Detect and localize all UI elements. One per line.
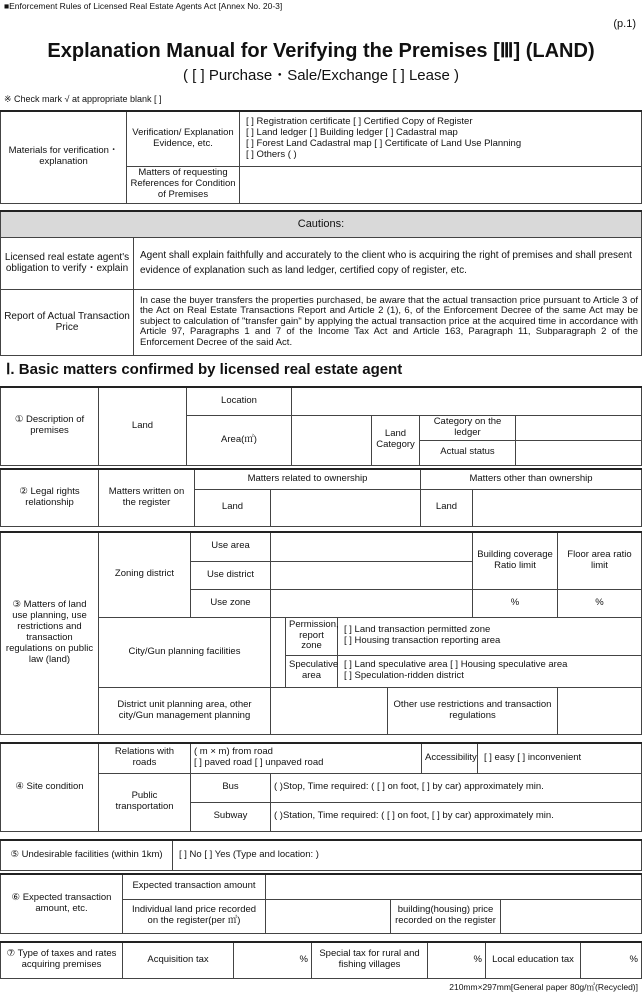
permission-options [338, 617, 642, 655]
coverage-label: Building coverage Ratio limit [473, 532, 558, 589]
floor-area-label: Floor area ratio limit [558, 532, 642, 589]
facilities-options: [ ] No [ ] Yes (Type and location: ) [173, 840, 642, 870]
roads-value [191, 743, 422, 773]
roads-line-1: ( m × m) from road [194, 746, 273, 758]
page-number: (p.1) [613, 18, 636, 30]
cautions-table [0, 210, 642, 356]
local-education-tax-percent: % [581, 942, 642, 978]
land-category-label: Land Category [372, 415, 420, 465]
building-price-label: building(housing) price recorded on the register [391, 899, 501, 933]
other-use-value [558, 687, 642, 734]
actual-status-label: Actual status [420, 440, 516, 465]
use-district-label: Use district [191, 561, 271, 589]
use-area-value [271, 532, 473, 561]
request-value [240, 166, 642, 203]
city-gun-value [271, 617, 286, 687]
subway-label: Subway [191, 802, 271, 831]
bus-value: ( )Stop, Time required: ( [ ] on foot, [ ] by car) approximately min. [271, 773, 642, 802]
premises-label: ① Description of premises [1, 387, 99, 465]
district-unit-label: District unit planning area, other city/Gun management planning [99, 687, 271, 734]
floor-area-percent: % [558, 589, 642, 617]
ledger-category-value [516, 415, 642, 440]
ownership-label: Matters related to ownership [195, 469, 421, 489]
ownership-land-value [271, 489, 421, 526]
rights-table [0, 468, 642, 527]
other-land-label: Land [421, 489, 473, 526]
permission-line-2: [ ] Housing transaction reporting area [344, 635, 501, 646]
ledger-category-label: Category on the ledger [420, 415, 516, 440]
bus-label: Bus [191, 773, 271, 802]
evidence-line-3: [ ] Forest Land Cadastral map [ ] Certificate of Land Use Planning [246, 137, 522, 149]
site-label: ④ Site condition [1, 743, 99, 831]
annex-reference: ■Enforcement Rules of Licensed Real Estate Agents Act [Annex No. 20-3] [4, 1, 283, 11]
other-land-value [473, 489, 642, 526]
ownership-land-label: Land [195, 489, 271, 526]
check-mark-note: ※ Check mark √ at appropriate blank [ ] [4, 94, 162, 104]
other-ownership-label: Matters other than ownership [421, 469, 642, 489]
premises-land: Land [99, 387, 187, 465]
area-label: Area(㎡) [187, 415, 292, 465]
report-label: Report of Actual Transaction Price [1, 289, 134, 355]
location-value [292, 387, 642, 415]
premises-table [0, 386, 642, 466]
obligation-label: Licensed real estate agent's obligation to verify・explain [1, 237, 134, 289]
speculative-line-1: [ ] Land speculative area [ ] Housing speculative area [344, 659, 568, 671]
individual-price-label: Individual land price recorded on the register(per ㎡) [123, 899, 266, 933]
evidence-options [240, 111, 642, 166]
expected-amount-label: Expected transaction amount [123, 874, 266, 899]
transaction-label: ⑥ Expected transaction amount, etc. [1, 874, 123, 933]
area-value [292, 415, 372, 465]
speculative-line-2: [ ] Speculation-ridden district [344, 670, 464, 681]
permission-label: Permission, report zone [286, 617, 338, 655]
evidence-line-1: [ ] Registration certificate [ ] Certified Copy of Register [246, 115, 473, 127]
use-zone-value [271, 589, 473, 617]
taxes-table [0, 941, 642, 979]
individual-price-value [266, 899, 391, 933]
taxes-label: ⑦ Type of taxes and rates acquiring premises [1, 942, 123, 978]
location-label: Location [187, 387, 292, 415]
city-gun-label: City/Gun planning facilities [99, 617, 271, 687]
written-label: Matters written on the register [99, 469, 195, 526]
evidence-line-2: [ ] Land ledger [ ] Building ledger [ ] Cadastral map [246, 126, 458, 138]
report-text: In case the buyer transfers the properties purchased, be aware that the actual transaction price pursuant to Article 3 of the Act on Real Estate Transactions Report and Article 2 (1), 6, of the Enforcement Decree of the same Act may be subject to calculation of "transfer gain" by applying the actual transaction price at the acquired time in accordance with Article 97, Paragraphs 1 and 7 of the Income Tax Act and Article 163, Paragraph 11, Subparagraph 2 of the Enforcement Decree of the said Act. [134, 289, 642, 355]
use-area-label: Use area [191, 532, 271, 561]
building-price-value [501, 899, 642, 933]
local-education-tax-label: Local education tax [486, 942, 581, 978]
permission-line-1: [ ] Land transaction permitted zone [344, 624, 491, 636]
document-subtitle: ( [ ] Purchase・Sale/Exchange [ ] Lease ) [183, 67, 459, 84]
section-1-title: Ⅰ. Basic matters confirmed by licensed real estate agent [6, 361, 403, 378]
public-transport-label: Public transportation [99, 773, 191, 831]
speculative-label: Speculative area [286, 655, 338, 687]
evidence-label: Verification/ Explanation Evidence, etc. [127, 111, 240, 166]
facilities-table [0, 839, 642, 871]
facilities-label: ⑤ Undesirable facilities (within 1km) [1, 840, 173, 870]
expected-amount-value [266, 874, 642, 899]
coverage-percent: % [473, 589, 558, 617]
roads-line-2: [ ] paved road [ ] unpaved road [194, 757, 324, 769]
accessibility-options: [ ] easy [ ] inconvenient [478, 743, 642, 773]
acquisition-tax-label: Acquisition tax [123, 942, 234, 978]
evidence-line-4: [ ] Others ( ) [246, 148, 297, 160]
accessibility-label: Accessibility [422, 743, 478, 773]
land-use-label: ③ Matters of land use planning, use restrictions and transaction regulations on public law (land) [1, 532, 99, 734]
other-use-label: Other use restrictions and transaction regulations [388, 687, 558, 734]
paper-spec-footer: 210mm×297mm[General paper 80g/㎡(Recycled)] [449, 982, 638, 992]
materials-label: Materials for verification・explanation [1, 111, 127, 203]
subway-value: ( )Station, Time required: ( [ ] on foot, [ ] by car) approximately min. [271, 802, 642, 831]
transaction-table [0, 873, 642, 934]
request-label: Matters of requesting References for Condition of Premises [127, 166, 240, 203]
actual-status-value [516, 440, 642, 465]
zoning-label: Zoning district [99, 532, 191, 617]
district-unit-value [271, 687, 388, 734]
rights-label: ② Legal rights relationship [1, 469, 99, 526]
cautions-heading: Cautions: [1, 211, 642, 237]
special-tax-label: Special tax for rural and fishing villages [312, 942, 428, 978]
land-use-table [0, 531, 642, 735]
site-table [0, 742, 642, 832]
acquisition-tax-percent: % [234, 942, 312, 978]
speculative-options [338, 655, 642, 687]
use-district-value [271, 561, 473, 589]
materials-table [0, 110, 642, 204]
obligation-text: Agent shall explain faithfully and accurately to the client who is acquiring the right of premises and shall present evidence of explanation such as land ledger, certified copy of register, etc. [134, 237, 642, 289]
special-tax-percent: % [428, 942, 486, 978]
document-title: Explanation Manual for Verifying the Premises [Ⅲ] (LAND) [47, 40, 595, 62]
roads-label: Relations with roads [99, 743, 191, 773]
use-zone-label: Use zone [191, 589, 271, 617]
